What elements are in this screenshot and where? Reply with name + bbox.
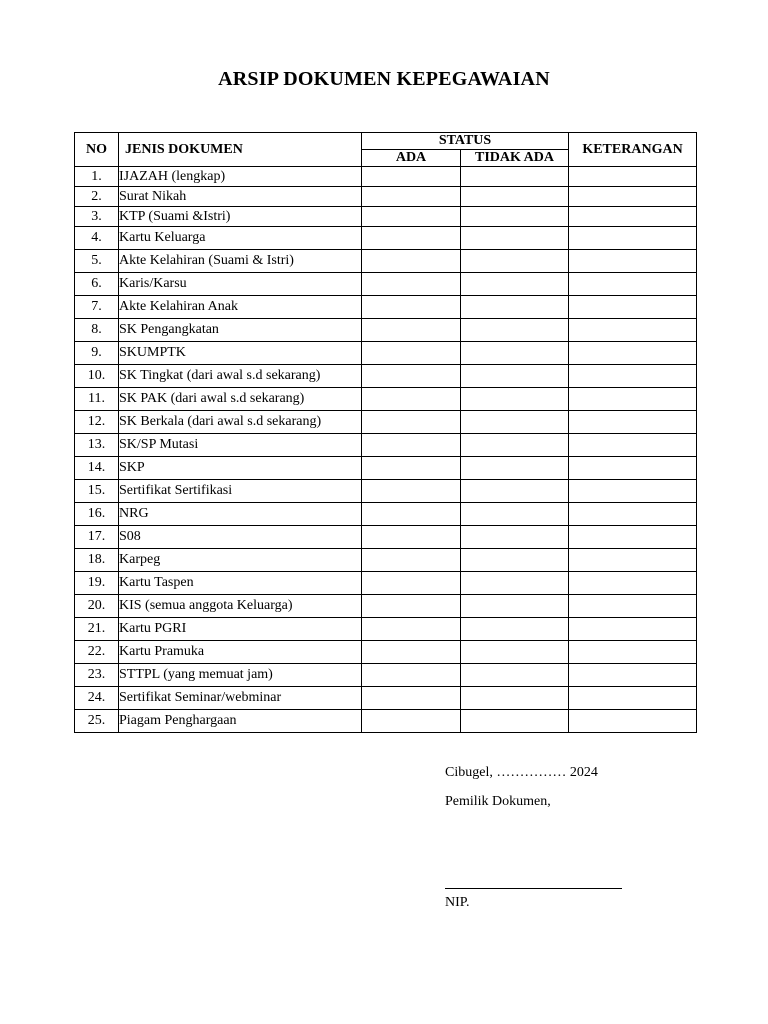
row-number: 21. bbox=[75, 618, 119, 641]
keterangan-cell bbox=[569, 365, 697, 388]
place-date: Cibugel, …………… 2024 bbox=[445, 765, 598, 780]
status-tidak-ada-cell bbox=[461, 342, 569, 365]
status-ada-cell bbox=[362, 187, 461, 207]
row-number: 5. bbox=[75, 250, 119, 273]
document-type: SKUMPTK bbox=[119, 342, 362, 365]
row-number: 17. bbox=[75, 526, 119, 549]
document-type: Sertifikat Sertifikasi bbox=[119, 480, 362, 503]
table-row bbox=[75, 273, 697, 296]
status-tidak-ada-cell bbox=[461, 618, 569, 641]
status-tidak-ada-cell bbox=[461, 207, 569, 227]
table-row bbox=[75, 503, 697, 526]
status-ada-cell bbox=[362, 250, 461, 273]
row-number: 23. bbox=[75, 664, 119, 687]
document-type: NRG bbox=[119, 503, 362, 526]
status-ada-cell bbox=[362, 641, 461, 664]
status-tidak-ada-cell bbox=[461, 687, 569, 710]
status-tidak-ada-cell bbox=[461, 187, 569, 207]
table-row bbox=[75, 388, 697, 411]
row-number: 10. bbox=[75, 365, 119, 388]
header-status: STATUS bbox=[362, 133, 569, 150]
status-tidak-ada-cell bbox=[461, 480, 569, 503]
keterangan-cell bbox=[569, 503, 697, 526]
document-type: Surat Nikah bbox=[119, 187, 362, 207]
status-ada-cell bbox=[362, 618, 461, 641]
document-type: SK Pengangkatan bbox=[119, 319, 362, 342]
document-type: STTPL (yang memuat jam) bbox=[119, 664, 362, 687]
table-row bbox=[75, 526, 697, 549]
document-type: SK Tingkat (dari awal s.d sekarang) bbox=[119, 365, 362, 388]
row-number: 15. bbox=[75, 480, 119, 503]
status-ada-cell bbox=[362, 207, 461, 227]
row-number: 11. bbox=[75, 388, 119, 411]
document-type: SK PAK (dari awal s.d sekarang) bbox=[119, 388, 362, 411]
row-number: 16. bbox=[75, 503, 119, 526]
status-ada-cell bbox=[362, 342, 461, 365]
status-ada-cell bbox=[362, 549, 461, 572]
status-tidak-ada-cell bbox=[461, 388, 569, 411]
status-tidak-ada-cell bbox=[461, 296, 569, 319]
keterangan-cell bbox=[569, 342, 697, 365]
keterangan-cell bbox=[569, 687, 697, 710]
row-number: 22. bbox=[75, 641, 119, 664]
keterangan-cell bbox=[569, 250, 697, 273]
archive-table bbox=[74, 132, 697, 733]
table-row bbox=[75, 342, 697, 365]
keterangan-cell bbox=[569, 187, 697, 207]
status-tidak-ada-cell bbox=[461, 457, 569, 480]
status-ada-cell bbox=[362, 167, 461, 187]
document-type: Kartu Pramuka bbox=[119, 641, 362, 664]
status-ada-cell bbox=[362, 434, 461, 457]
document-type: Akte Kelahiran Anak bbox=[119, 296, 362, 319]
row-number: 7. bbox=[75, 296, 119, 319]
document-type: Akte Kelahiran (Suami & Istri) bbox=[119, 250, 362, 273]
table-row bbox=[75, 296, 697, 319]
table-row bbox=[75, 319, 697, 342]
header-tidak-ada: TIDAK ADA bbox=[461, 150, 569, 167]
keterangan-cell bbox=[569, 526, 697, 549]
status-tidak-ada-cell bbox=[461, 227, 569, 250]
status-tidak-ada-cell bbox=[461, 710, 569, 733]
keterangan-cell bbox=[569, 480, 697, 503]
header-ada: ADA bbox=[362, 150, 461, 167]
row-number: 19. bbox=[75, 572, 119, 595]
row-number: 9. bbox=[75, 342, 119, 365]
keterangan-cell bbox=[569, 296, 697, 319]
owner-label: Pemilik Dokumen, bbox=[445, 794, 551, 809]
status-ada-cell bbox=[362, 273, 461, 296]
status-ada-cell bbox=[362, 595, 461, 618]
document-type: Sertifikat Seminar/webminar bbox=[119, 687, 362, 710]
keterangan-cell bbox=[569, 319, 697, 342]
status-tidak-ada-cell bbox=[461, 365, 569, 388]
document-type: Karis/Karsu bbox=[119, 273, 362, 296]
keterangan-cell bbox=[569, 457, 697, 480]
keterangan-cell bbox=[569, 434, 697, 457]
status-tidak-ada-cell bbox=[461, 595, 569, 618]
row-number: 14. bbox=[75, 457, 119, 480]
row-number: 8. bbox=[75, 319, 119, 342]
table-row bbox=[75, 250, 697, 273]
status-tidak-ada-cell bbox=[461, 503, 569, 526]
status-ada-cell bbox=[362, 687, 461, 710]
document-type: SK Berkala (dari awal s.d sekarang) bbox=[119, 411, 362, 434]
row-number: 2. bbox=[75, 187, 119, 207]
table-row bbox=[75, 457, 697, 480]
row-number: 20. bbox=[75, 595, 119, 618]
status-ada-cell bbox=[362, 572, 461, 595]
status-ada-cell bbox=[362, 411, 461, 434]
table-row bbox=[75, 434, 697, 457]
status-tidak-ada-cell bbox=[461, 167, 569, 187]
header-jenis-dokumen: JENIS DOKUMEN bbox=[119, 133, 362, 167]
status-ada-cell bbox=[362, 227, 461, 250]
document-type: S08 bbox=[119, 526, 362, 549]
status-tidak-ada-cell bbox=[461, 319, 569, 342]
keterangan-cell bbox=[569, 167, 697, 187]
table-row bbox=[75, 641, 697, 664]
document-type: KTP (Suami &Istri) bbox=[119, 207, 362, 227]
row-number: 18. bbox=[75, 549, 119, 572]
status-tidak-ada-cell bbox=[461, 641, 569, 664]
document-title: ARSIP DOKUMEN KEPEGAWAIAN bbox=[218, 68, 550, 90]
keterangan-cell bbox=[569, 207, 697, 227]
document-type: SKP bbox=[119, 457, 362, 480]
status-tidak-ada-cell bbox=[461, 526, 569, 549]
status-ada-cell bbox=[362, 526, 461, 549]
document-type: SK/SP Mutasi bbox=[119, 434, 362, 457]
keterangan-cell bbox=[569, 549, 697, 572]
row-number: 4. bbox=[75, 227, 119, 250]
table-row bbox=[75, 664, 697, 687]
table-row bbox=[75, 167, 697, 187]
document-type: Kartu Taspen bbox=[119, 572, 362, 595]
row-number: 25. bbox=[75, 710, 119, 733]
status-ada-cell bbox=[362, 319, 461, 342]
nip-label: NIP. bbox=[445, 895, 470, 910]
document-type: KIS (semua anggota Keluarga) bbox=[119, 595, 362, 618]
keterangan-cell bbox=[569, 388, 697, 411]
row-number: 3. bbox=[75, 207, 119, 227]
status-ada-cell bbox=[362, 296, 461, 319]
table-row bbox=[75, 411, 697, 434]
table-row bbox=[75, 207, 697, 227]
row-number: 13. bbox=[75, 434, 119, 457]
keterangan-cell bbox=[569, 664, 697, 687]
status-ada-cell bbox=[362, 503, 461, 526]
table-row bbox=[75, 365, 697, 388]
status-tidak-ada-cell bbox=[461, 434, 569, 457]
table-row bbox=[75, 549, 697, 572]
signature-line bbox=[445, 888, 622, 889]
status-tidak-ada-cell bbox=[461, 664, 569, 687]
keterangan-cell bbox=[569, 595, 697, 618]
table-header bbox=[75, 133, 697, 167]
row-number: 1. bbox=[75, 167, 119, 187]
status-tidak-ada-cell bbox=[461, 250, 569, 273]
status-ada-cell bbox=[362, 365, 461, 388]
document-type: IJAZAH (lengkap) bbox=[119, 167, 362, 187]
document-type: Kartu PGRI bbox=[119, 618, 362, 641]
table-row bbox=[75, 227, 697, 250]
status-ada-cell bbox=[362, 388, 461, 411]
status-tidak-ada-cell bbox=[461, 549, 569, 572]
status-tidak-ada-cell bbox=[461, 273, 569, 296]
table-row bbox=[75, 595, 697, 618]
status-ada-cell bbox=[362, 480, 461, 503]
status-ada-cell bbox=[362, 710, 461, 733]
status-tidak-ada-cell bbox=[461, 411, 569, 434]
table-row bbox=[75, 687, 697, 710]
table-row bbox=[75, 618, 697, 641]
header-keterangan: KETERANGAN bbox=[569, 133, 697, 167]
keterangan-cell bbox=[569, 618, 697, 641]
keterangan-cell bbox=[569, 411, 697, 434]
row-number: 24. bbox=[75, 687, 119, 710]
table-row bbox=[75, 710, 697, 733]
row-number: 6. bbox=[75, 273, 119, 296]
table-row bbox=[75, 572, 697, 595]
header-no: NO bbox=[75, 133, 119, 167]
keterangan-cell bbox=[569, 572, 697, 595]
document-type: Karpeg bbox=[119, 549, 362, 572]
keterangan-cell bbox=[569, 227, 697, 250]
keterangan-cell bbox=[569, 641, 697, 664]
keterangan-cell bbox=[569, 273, 697, 296]
status-ada-cell bbox=[362, 457, 461, 480]
row-number: 12. bbox=[75, 411, 119, 434]
status-ada-cell bbox=[362, 664, 461, 687]
document-type: Piagam Penghargaan bbox=[119, 710, 362, 733]
table-body bbox=[75, 167, 697, 733]
document-type: Kartu Keluarga bbox=[119, 227, 362, 250]
table-row bbox=[75, 480, 697, 503]
table-row bbox=[75, 187, 697, 207]
keterangan-cell bbox=[569, 710, 697, 733]
status-tidak-ada-cell bbox=[461, 572, 569, 595]
